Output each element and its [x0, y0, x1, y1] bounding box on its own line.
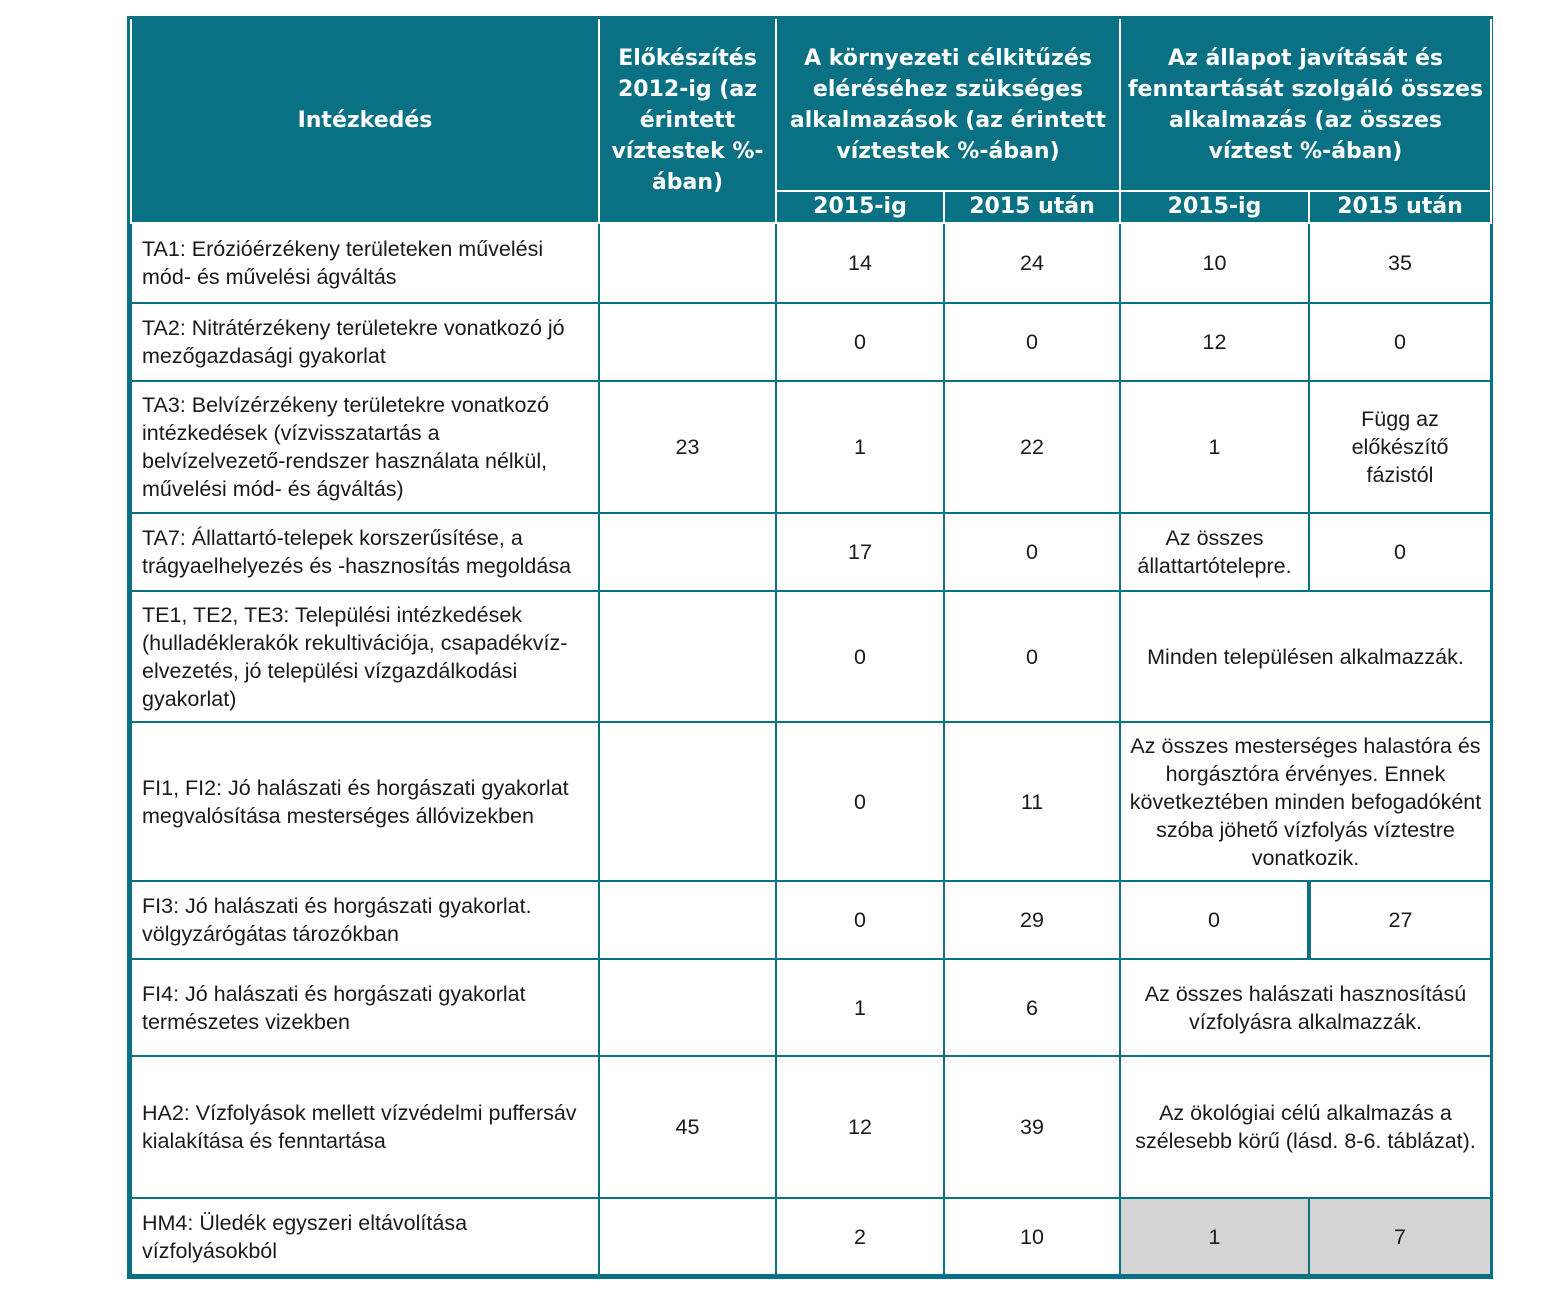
env-after-cell: 11 — [944, 722, 1120, 881]
env-until-cell: 12 — [776, 1056, 944, 1198]
env-until-cell: 0 — [776, 722, 944, 881]
header-env-until: 2015-ig — [776, 191, 944, 223]
measure-cell: HA2: Vízfolyások mellett vízvédelmi puffersáv kialakítása és fenntartása — [131, 1056, 599, 1198]
all-after-cell: 0 — [1309, 303, 1491, 381]
env-until-cell: 14 — [776, 223, 944, 303]
env-after-cell: 39 — [944, 1056, 1120, 1198]
prep-cell — [599, 513, 776, 591]
all-until-cell: 12 — [1120, 303, 1309, 381]
measure-cell: TA3: Belvízérzékeny területekre vonatkozó intézkedések (vízvisszatartás a belvízelvezető-rendszer használata nélkül, művelési mód- és ágváltás) — [131, 381, 599, 513]
header-env-goal: A környezeti célkitűzés eléréséhez szükséges alkalmazások (az érintett víztestek %-ában) — [776, 19, 1120, 191]
env-until-cell: 17 — [776, 513, 944, 591]
env-after-cell: 0 — [944, 303, 1120, 381]
all-until-cell: 1 — [1120, 381, 1309, 513]
measure-cell: TA7: Állattartó-telepek korszerűsítése, a trágyaelhelyezés és -hasznosítás megoldása — [131, 513, 599, 591]
measures-table — [130, 19, 1492, 1276]
table-row — [131, 1056, 1491, 1198]
all-until-cell: 10 — [1120, 223, 1309, 303]
table-row — [131, 591, 1491, 722]
prep-cell — [599, 722, 776, 881]
all-after-cell: 0 — [1309, 513, 1491, 591]
env-until-cell: 0 — [776, 303, 944, 381]
env-after-cell: 0 — [944, 513, 1120, 591]
all-merged-cell: Az összes mesterséges halastóra és horgásztóra érvényes. Ennek következtében minden befogadóként szóba jöhető vízfolyás víztestre vonatkozik. — [1120, 722, 1491, 881]
table-row — [131, 722, 1491, 881]
measure-cell: HM4: Üledék egyszeri eltávolítása vízfolyásokból — [131, 1198, 599, 1275]
measure-cell: TA1: Erózióérzékeny területeken művelési mód- és művelési ágváltás — [131, 223, 599, 303]
env-until-cell: 2 — [776, 1198, 944, 1275]
header-all-until: 2015-ig — [1120, 191, 1309, 223]
env-after-cell: 24 — [944, 223, 1120, 303]
header-all-after: 2015 után — [1309, 191, 1491, 223]
prep-cell: 23 — [599, 381, 776, 513]
header-all-apps: Az állapot javítását és fenntartását szolgáló összes alkalmazás (az összes víztest %-ában) — [1120, 19, 1491, 191]
all-until-cell: 1 — [1120, 1198, 1309, 1275]
all-merged-cell: Az ökológiai célú alkalmazás a szélesebb körű (lásd. 8-6. táblázat). — [1120, 1056, 1491, 1198]
all-after-cell: 7 — [1309, 1198, 1491, 1275]
env-after-cell: 6 — [944, 959, 1120, 1056]
measure-cell: TA2: Nitrátérzékeny területekre vonatkozó jó mezőgazdasági gyakorlat — [131, 303, 599, 381]
prep-cell: 45 — [599, 1056, 776, 1198]
env-after-cell: 0 — [944, 591, 1120, 722]
table-row — [131, 223, 1491, 303]
measure-cell: FI3: Jó halászati és horgászati gyakorlat. völgyzárógátas tározókban — [131, 881, 599, 959]
measure-cell: FI4: Jó halászati és horgászati gyakorlat természetes vizekben — [131, 959, 599, 1056]
prep-cell — [599, 591, 776, 722]
all-merged-cell: Az összes halászati hasznosítású vízfolyásra alkalmazzák. — [1120, 959, 1491, 1056]
env-until-cell: 1 — [776, 381, 944, 513]
prep-cell — [599, 1198, 776, 1275]
table-row — [131, 1198, 1491, 1275]
header-measure: Intézkedés — [131, 19, 599, 223]
all-after-cell: Függ az előkészítő fázistól — [1309, 381, 1491, 513]
prep-cell — [599, 881, 776, 959]
env-until-cell: 1 — [776, 959, 944, 1056]
measure-cell: TE1, TE2, TE3: Települési intézkedések (hulladéklerakók rekultivációja, csapadékvíz-elvezetés, jó települési vízgazdálkodási gyakorlat) — [131, 591, 599, 722]
all-after-cell: 35 — [1309, 223, 1491, 303]
env-until-cell: 0 — [776, 591, 944, 722]
prep-cell — [599, 303, 776, 381]
prep-cell — [599, 959, 776, 1056]
header-env-after: 2015 után — [944, 191, 1120, 223]
all-until-cell: 0 — [1120, 881, 1309, 959]
header-prep: Előkészítés 2012-ig (az érintett víztestek %-ában) — [599, 19, 776, 223]
table-row — [131, 303, 1491, 381]
env-until-cell: 0 — [776, 881, 944, 959]
table-row — [131, 881, 1491, 959]
table-row — [131, 513, 1491, 591]
table-row — [131, 959, 1491, 1056]
env-after-cell: 10 — [944, 1198, 1120, 1275]
table-row — [131, 381, 1491, 513]
prep-cell — [599, 223, 776, 303]
env-after-cell: 22 — [944, 381, 1120, 513]
all-until-cell: Az összes állattartótelepre. — [1120, 513, 1309, 591]
env-after-cell: 29 — [944, 881, 1120, 959]
all-after-cell: 27 — [1309, 881, 1491, 959]
all-merged-cell: Minden településen alkalmazzák. — [1120, 591, 1491, 722]
measures-table-frame — [127, 16, 1493, 1279]
measure-cell: FI1, FI2: Jó halászati és horgászati gyakorlat megvalósítása mesterséges állóvizekben — [131, 722, 599, 881]
